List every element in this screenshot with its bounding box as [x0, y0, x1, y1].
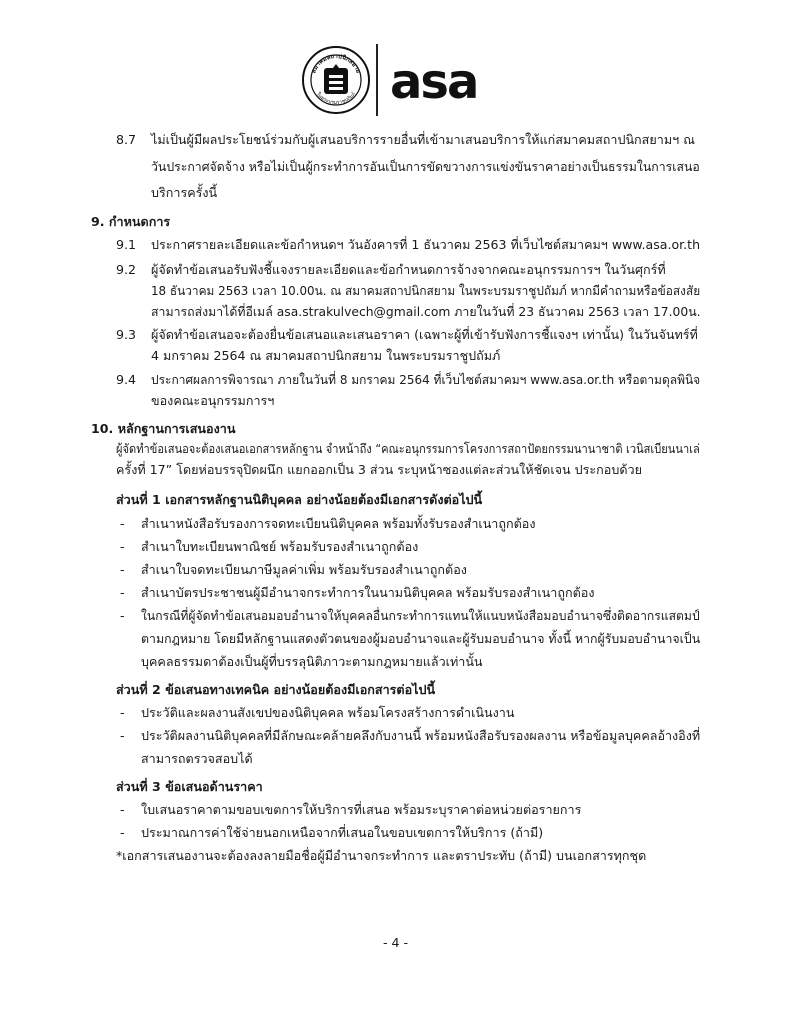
bullet: - [120, 825, 125, 840]
logo-divider [376, 44, 378, 116]
asa-brand-logo [390, 56, 488, 106]
list-item: สำเนาบัตรประชาชนผู้มีอำนาจกระทำการในนามนิติบุคคล พร้อมรับรองสำเนาถูกต้อง [141, 585, 595, 600]
section-heading: 9. กำหนดการ [91, 214, 171, 229]
paragraph-line: 4 มกราคม 2564 ณ สมาคมสถาปนิกสยาม ในพระบรมราชูปถัมภ์ [151, 348, 501, 363]
list-item: ประมาณการค่าใช้จ่ายนอกเหนือจากที่เสนอในขอบเขตการให้บริการ (ถ้ามี) [141, 825, 544, 840]
list-item: ประวัติและผลงานสังเขปของนิติบุคคล พร้อมโครงสร้างการดำเนินงาน [141, 705, 515, 720]
seal-text-top: สมาคมสถาปนิกสยาม [310, 52, 362, 75]
item-number: 9.1 [116, 237, 137, 252]
bullet: - [120, 585, 125, 600]
bullet: - [120, 562, 125, 577]
bullet: - [120, 802, 125, 817]
paragraph-line: ผู้จัดทำข้อเสนอจะต้องยื่นข้อเสนอและเสนอราคา (เฉพาะผู้ที่เข้ารับฟังการชี้แจงฯ เท่านั้น) ในวันจันทร์ที่ [151, 327, 698, 342]
association-seal-logo [302, 46, 370, 114]
list-item: ในกรณีที่ผู้จัดทำข้อเสนอมอบอำนาจให้บุคคลอื่นกระทำการแทนให้แนบหนังสือมอบอำนาจซึ่งติดอากรแสตมป์ [141, 608, 700, 623]
list-item: สำเนาใบจดทะเบียนภาษีมูลค่าเพิ่ม พร้อมรับรองสำเนาถูกต้อง [141, 562, 467, 577]
page-number: - 4 - [382, 935, 409, 950]
paragraph-line: สามารถส่งมาได้ที่อีเมล์ asa.strakulvech@gmail.com ภายในวันที่ 23 ธันวาคม 2563 เวลา 17.00น. [151, 304, 701, 319]
paragraph-line: วันประกาศจัดจ้าง หรือไม่เป็นผู้กระทำการอันเป็นการขัดขวางการแข่งขันราคาอย่างเป็นธรรมในการเสนอ [151, 159, 700, 174]
item-number: 9.3 [116, 327, 137, 342]
section-heading: 10. หลักฐานการเสนองาน [91, 421, 236, 436]
paragraph-line: ประกาศรายละเอียดและข้อกำหนดฯ วันอังคารที่ 1 ธันวาคม 2563 ที่เว็บไซต์สมาคมฯ www.asa.or.th [151, 237, 701, 252]
subsection-heading: ส่วนที่ 1 เอกสารหลักฐานนิติบุคคล อย่างน้อยต้องมีเอกสารดังต่อไปนี้ [116, 492, 483, 507]
footnote: *เอกสารเสนองานจะต้องลงลายมือชื่อผู้มีอำนาจกระทำการ และตราประทับ (ถ้ามี) บนเอกสารทุกชุด [116, 848, 647, 863]
paragraph-line: ประกาศผลการพิจารณา ภายในวันที่ 8 มกราคม 2564 ที่เว็บไซต์สมาคมฯ www.asa.or.th หรือตามดุลพินิจ [151, 372, 701, 387]
paragraph-line: ครั้งที่ 17” โดยห่อบรรจุปิดผนึก แยกออกเป็น 3 ส่วน ระบุหน้าซองแต่ละส่วนให้ชัดเจน ประกอบด้วย [116, 462, 642, 477]
paragraph-line: ของคณะอนุกรรมการฯ [151, 393, 275, 408]
subsection-heading: ส่วนที่ 2 ข้อเสนอทางเทคนิค อย่างน้อยต้องมีเอกสารต่อไปนี้ [116, 682, 436, 697]
list-item: สำเนาหนังสือรับรองการจดทะเบียนนิติบุคคล พร้อมทั้งรับรองสำเนาถูกต้อง [141, 516, 536, 531]
paragraph-line: ผู้จัดทำข้อเสนอจะต้องเสนอเอกสารหลักฐาน จำหน้าถึง “คณะอนุกรรมการโครงการสถาปัตยกรรมนานาชาติ เวนิสเบียนนาเล่ [116, 441, 700, 456]
bullet: - [120, 539, 125, 554]
bullet: - [120, 516, 125, 531]
bullet: - [120, 608, 125, 623]
list-item: ใบเสนอราคาตามขอบเขตการให้บริการที่เสนอ พร้อมระบุราคาต่อหน่วยต่อรายการ [141, 802, 582, 817]
subsection-heading: ส่วนที่ 3 ข้อเสนอด้านราคา [116, 779, 263, 794]
list-item-continuation: ตามกฎหมาย โดยมีหลักฐานแสดงตัวตนของผู้มอบอำนาจและผู้รับมอบอำนาจ ทั้งนี้ หากผู้รับมอบอำนาจเป็น [141, 631, 701, 646]
bullet: - [120, 705, 125, 720]
list-item: ประวัติผลงานนิติบุคคลที่มีลักษณะคล้ายคลึงกับงานนี้ พร้อมหนังสือรับรองผลงาน หรือข้อมูลบุคคลอ้างอิงที่ [141, 728, 701, 743]
item-number: 8.7 [116, 132, 137, 147]
item-number: 9.2 [116, 262, 137, 277]
seal-text-bottom: ในพระบรมราชูปถัมภ์ [314, 91, 358, 107]
paragraph-line: ผู้จัดทำข้อเสนอรับฟังชี้แจงรายละเอียดและข้อกำหนดการจ้างจากคณะอนุกรรมการฯ ในวันศุกร์ที่ [151, 262, 666, 277]
list-item-continuation: บุคคลธรรมดาต้องเป็นผู้ที่บรรลุนิติภาวะตามกฎหมายแล้วเท่านั้น [141, 654, 483, 669]
brand-wordmark: asa [390, 56, 478, 106]
list-item-continuation: สามารถตรวจสอบได้ [141, 751, 253, 766]
paragraph-line: บริการครั้งนี้ [151, 185, 218, 200]
paragraph-line: ไม่เป็นผู้มีผลประโยชน์ร่วมกับผู้เสนอบริการรายอื่นที่เข้ามาเสนอบริการให้แก่สมาคมสถาปนิกสยามฯ ณ [151, 132, 695, 147]
item-number: 9.4 [116, 372, 137, 387]
list-item: สำเนาใบทะเบียนพาณิชย์ พร้อมรับรองสำเนาถูกต้อง [141, 539, 419, 554]
bullet: - [120, 728, 125, 743]
paragraph-line: 18 ธันวาคม 2563 เวลา 10.00น. ณ สมาคมสถาปนิกสยาม ในพระบรมราชูปถัมภ์ หากมีคำถามหรือข้อสงสัย [151, 283, 701, 298]
